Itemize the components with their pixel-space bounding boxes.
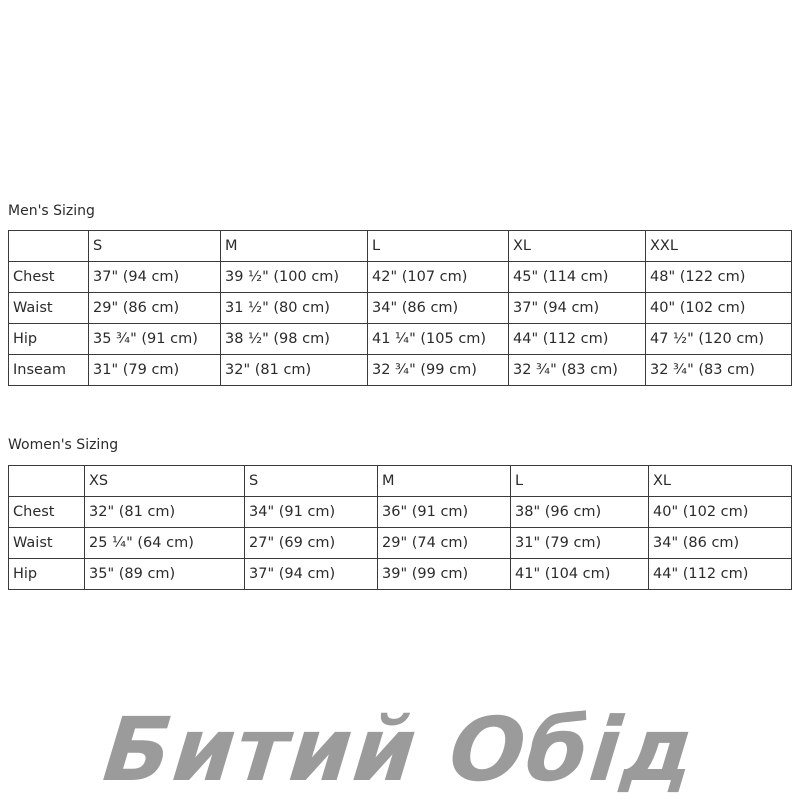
table-cell: 38" (96 cm) [511,497,649,528]
header-cell: XL [509,231,646,262]
table-cell: 44" (112 cm) [649,559,792,590]
table-cell: 37" (94 cm) [245,559,378,590]
table-cell: 37" (94 cm) [89,262,221,293]
table-cell: 29" (86 cm) [89,293,221,324]
header-cell: M [378,466,511,497]
table-row [9,293,792,324]
row-label: Chest [9,497,85,528]
table-row [9,262,792,293]
header-cell: S [245,466,378,497]
table-cell: 34" (86 cm) [368,293,509,324]
watermark-text: Битий Обід [99,698,702,801]
table-row [9,559,792,590]
row-label: Hip [9,559,85,590]
header-cell: S [89,231,221,262]
table-cell: 27" (69 cm) [245,528,378,559]
table-cell: 29" (74 cm) [378,528,511,559]
table-cell: 40" (102 cm) [646,293,792,324]
womens-sizing-title: Women's Sizing [8,437,119,453]
table-cell: 41 ¼" (105 cm) [368,324,509,355]
mens-sizing-title: Men's Sizing [8,203,95,219]
table-cell: 44" (112 cm) [509,324,646,355]
table-cell: 38 ½" (98 cm) [221,324,368,355]
header-cell: L [368,231,509,262]
header-cell: XL [649,466,792,497]
table-row [9,497,792,528]
table-cell: 36" (91 cm) [378,497,511,528]
table-cell: 32 ¾" (83 cm) [509,355,646,386]
table-cell: 40" (102 cm) [649,497,792,528]
table-cell: 32" (81 cm) [85,497,245,528]
table-cell: 25 ¼" (64 cm) [85,528,245,559]
header-cell [9,466,85,497]
mens-size-table [8,230,792,386]
table-cell: 32 ¾" (83 cm) [646,355,792,386]
table-header-row [9,231,792,262]
table-cell: 35 ¾" (91 cm) [89,324,221,355]
row-label: Hip [9,324,89,355]
row-label: Waist [9,528,85,559]
table-cell: 31" (79 cm) [511,528,649,559]
header-cell: M [221,231,368,262]
table-cell: 47 ½" (120 cm) [646,324,792,355]
table-cell: 45" (114 cm) [509,262,646,293]
table-cell: 41" (104 cm) [511,559,649,590]
table-cell: 34" (91 cm) [245,497,378,528]
table-cell: 39" (99 cm) [378,559,511,590]
womens-size-table [8,465,792,590]
table-cell: 32" (81 cm) [221,355,368,386]
table-cell: 35" (89 cm) [85,559,245,590]
header-cell: L [511,466,649,497]
row-label: Waist [9,293,89,324]
table-cell: 39 ½" (100 cm) [221,262,368,293]
header-cell: XXL [646,231,792,262]
table-cell: 48" (122 cm) [646,262,792,293]
table-cell: 32 ¾" (99 cm) [368,355,509,386]
table-cell: 31 ½" (80 cm) [221,293,368,324]
row-label: Chest [9,262,89,293]
table-row [9,528,792,559]
table-row [9,324,792,355]
header-cell: XS [85,466,245,497]
table-header-row [9,466,792,497]
table-cell: 37" (94 cm) [509,293,646,324]
row-label: Inseam [9,355,89,386]
table-cell: 31" (79 cm) [89,355,221,386]
table-cell: 42" (107 cm) [368,262,509,293]
header-cell [9,231,89,262]
table-cell: 34" (86 cm) [649,528,792,559]
table-row [9,355,792,386]
